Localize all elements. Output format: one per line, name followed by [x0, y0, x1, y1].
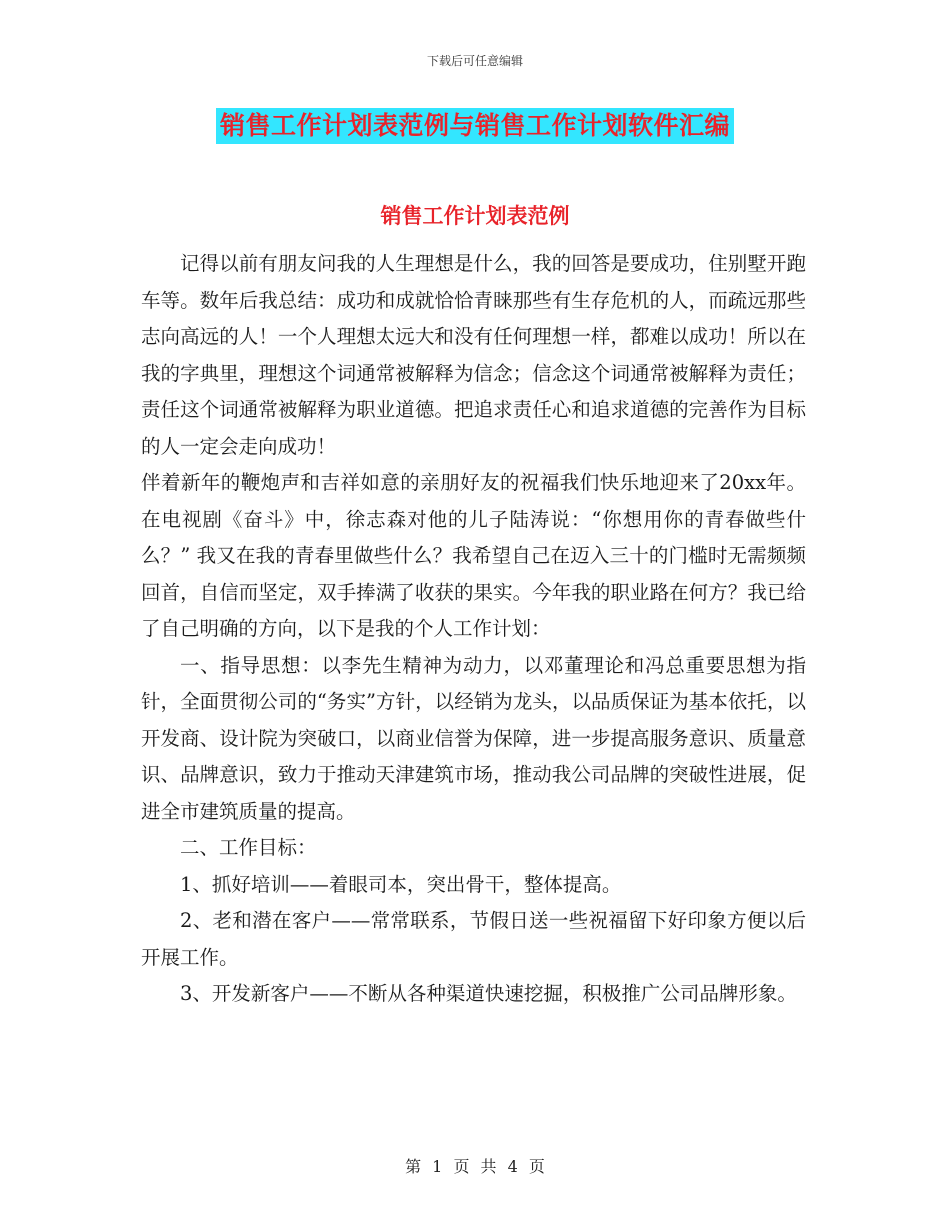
section-title: 销售工作计划表范例 — [380, 203, 570, 228]
page-number-footer: 第 1 页 共 4 页 — [405, 1157, 545, 1176]
list-item-existing-customers: 2、老和潜在客户——常常联系，节假日送一些祝福留下好印象方便以后开展工作。 — [141, 909, 806, 969]
main-title: 销售工作计划表范例与销售工作计划软件汇编 — [216, 108, 734, 144]
paragraph-work-goals-heading: 二、工作目标： — [180, 836, 317, 859]
paragraph-1: 记得以前有朋友问我的人生理想是什么，我的回答是要成功，住别墅开跑车等。数年后我总结：成功和成就恰恰青睐那些有生存危机的人，而疏远那些志向高远的人！一个人理想太远大和没有任何理想一样，都难以成功！所以在我的字典里，理想这个词通常被解释为信念；信念这个词通常被解释为责任；责任这个词通常被解释为职业道德。把追求责任心和追求道德的完善作为目标的人一定会走向成功！ — [141, 252, 806, 458]
list-item-training: 1、抓好培训——着眼司本，突出骨干，整体提高。 — [180, 872, 622, 896]
paragraph-2: 伴着新年的鞭炮声和吉祥如意的亲朋好友的祝福我们快乐地迎来了20xx年。在电视剧《奋斗》中，徐志森对他的儿子陆涛说：“你想用你的青春做些什么？” 我又在我的青春里做些什么？我希望自己在迈入三十的门槛时无需频频回首，自信而坚定，双手捧满了收获的果实。今年我的职业路在何方？我已给了自己明确的方向，以下是我的个人工作计划： — [141, 471, 806, 640]
main-title-container — [0, 108, 950, 144]
header-note: 下载后可任意编辑 — [426, 54, 523, 68]
paragraph-guiding-ideology: 一、指导思想：以李先生精神为动力，以邓董理论和冯总重要思想为指针，全面贯彻公司的“务实”方针，以经销为龙头，以品质保证为基本依托，以开发商、设计院为突破口，以商业信誉为保障，进一步提高服务意识、质量意识、品牌意识，致力于推动天津建筑市场，推动我公司品牌的突破性进展，促进全市建筑质量的提高。 — [141, 653, 806, 823]
list-item-new-customers: 3、开发新客户——不断从各种渠道快速挖掘，积极推广公司品牌形象。 — [180, 982, 797, 1005]
document-body — [141, 246, 806, 1013]
